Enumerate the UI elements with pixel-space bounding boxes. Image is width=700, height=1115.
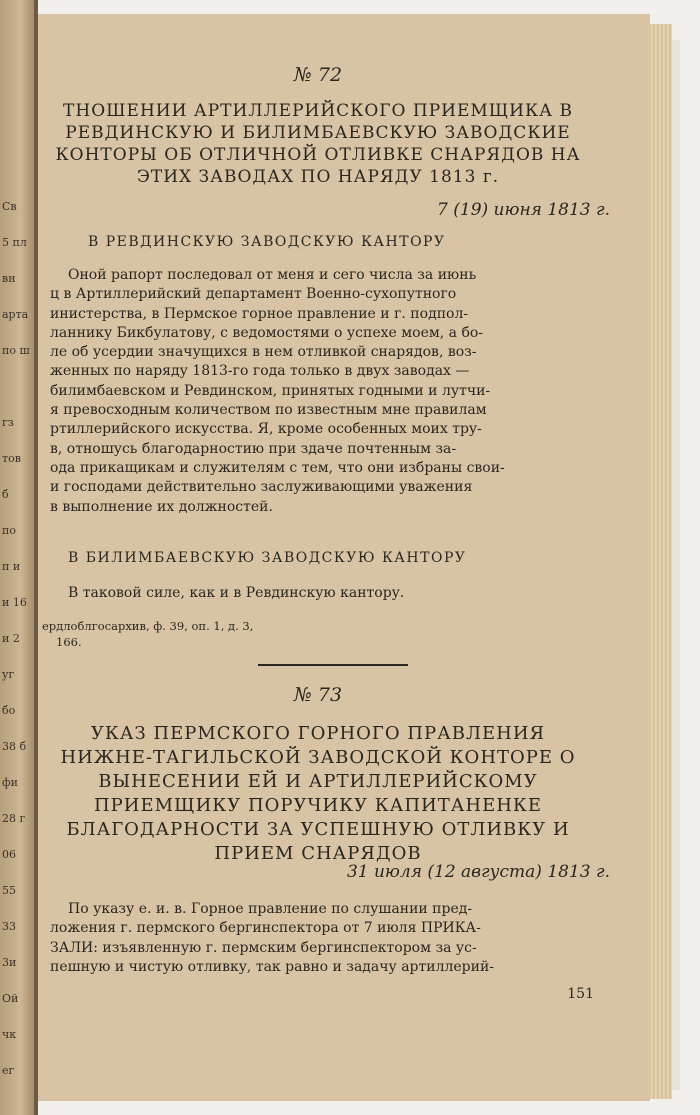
document-73-title [38, 722, 598, 866]
left-page-fragment: и 16 [2, 596, 27, 609]
body-line: ле об усердии значущихся в нем отливкой снарядов, воз- [50, 344, 477, 361]
body-line: инистерства, в Пермское горное правление и г. подпол- [50, 305, 469, 322]
document-72-body [50, 266, 570, 517]
left-page-fragment: по ш [2, 344, 30, 357]
body-line: Оной рапорт последовал от меня и сего числа за июнь [68, 267, 477, 283]
left-page-fragment: п и [2, 560, 21, 573]
document-72-date: 7 (19) июня 1813 г. [437, 200, 610, 220]
title-line: КОНТОРЫ ОБ ОТЛИЧНОЙ ОТЛИВКЕ СНАРЯДОВ НА [55, 145, 581, 165]
archive-source [42, 618, 442, 650]
body-line: ложения г. пермского бергинспектора от 7 июля ПРИКА- [50, 920, 481, 937]
title-line: ВЫНЕСЕНИИ ЕЙ И АРТИЛЛЕРИЙСКОМУ [98, 771, 538, 792]
left-page-fragment: уг [2, 668, 15, 681]
source-line: ердлоблгосархив, ф. 39, оп. 1, д. 3, [42, 619, 254, 633]
title-line: ПРИЕМЩИКУ ПОРУЧИКУ КАПИТАНЕНКЕ [93, 795, 543, 816]
left-page-fragment: Св [2, 200, 17, 213]
left-page-fragment: 38 б [2, 740, 27, 753]
body-line: билимбаевском и Ревдинском, принятых годными и лутчи- [50, 382, 491, 399]
document-73-body [50, 900, 570, 977]
left-page-fragment: 5 пл [2, 236, 27, 249]
document-72-address-1: В РЕВДИНСКУЮ ЗАВОДСКУЮ КАНТОРУ [88, 234, 446, 250]
left-page-fragment: бо [2, 704, 16, 717]
left-page-fragment: 06 [2, 848, 16, 861]
left-page-edge [0, 0, 34, 1115]
left-page-fragment: по [2, 524, 16, 537]
body-line: ртиллерийского искусства. Я, кроме особенных моих тру- [50, 421, 482, 438]
title-line: ПРИЕМ СНАРЯДОВ [214, 843, 422, 864]
body-line: в выполнение их должностей. [50, 498, 273, 515]
title-line: БЛАГОДАРНОСТИ ЗА УСПЕШНУЮ ОТЛИВКУ И [66, 819, 570, 840]
left-page-fragment: 55 [2, 884, 16, 897]
body-line: ц в Артиллерийский департамент Военно-сухопутного [50, 286, 457, 303]
left-page-fragment: вн [2, 272, 16, 285]
left-page-fragment: чк [2, 1028, 17, 1041]
document-73-number: № 73 [293, 684, 343, 706]
cover-edge [672, 40, 680, 1090]
left-page-fragment: Ой [2, 992, 19, 1005]
body-line: По указу е. и. в. Горное правление по слушании пред- [68, 901, 473, 917]
source-line: 166. [56, 635, 82, 649]
body-line: я превосходным количеством по известным мне правилам [50, 402, 487, 419]
body-line: пешную и чистую отливку, так равно и задачу артиллерий- [50, 958, 495, 975]
document-72-address-2-text [50, 584, 570, 603]
left-page-fragment: 33 [2, 920, 16, 933]
body-line: В таковой силе, как и в Ревдинскую кантору. [68, 585, 405, 601]
title-line: ЭТИХ ЗАВОДАХ ПО НАРЯДУ 1813 г. [136, 167, 500, 187]
left-page-fragment: и 2 [2, 632, 20, 645]
document-72-address-2: В БИЛИМБАЕВСКУЮ ЗАВОДСКУЮ КАНТОРУ [68, 550, 467, 566]
body-line: ода прикащикам и служителям с тем, что они избраны свои- [50, 459, 505, 476]
title-line: РЕВДИНСКУЮ И БИЛИМБАЕВСКУЮ ЗАВОДСКИЕ [65, 123, 571, 143]
left-page-fragment: тов [2, 452, 21, 465]
body-line: ЗАЛИ: изъявленную г. пермским бергинспектором за ус- [50, 939, 477, 956]
document-73-date: 31 июля (12 августа) 1813 г. [346, 862, 610, 882]
left-page-fragment: ег [2, 1064, 15, 1077]
book-page [38, 14, 650, 1101]
body-line: женных по наряду 1813-го года только в двух заводах — [50, 363, 470, 380]
left-page-fragment: 28 г [2, 812, 26, 825]
document-72-title [38, 100, 598, 188]
left-page-fragment: фи [2, 776, 18, 789]
title-line: УКАЗ ПЕРМСКОГО ГОРНОГО ПРАВЛЕНИЯ [90, 723, 546, 744]
body-line: и господами действительно заслуживающими уважения [50, 479, 473, 496]
left-page-fragment: арта [2, 308, 29, 321]
page-number: 151 [567, 986, 594, 1002]
body-line: ланнику Бикбулатову, с ведомостями о успехе моем, а бо- [50, 324, 484, 341]
section-divider [258, 664, 408, 666]
title-line: ТНОШЕНИИ АРТИЛЛЕРИЙСКОГО ПРИЕМЩИКА В [63, 101, 573, 121]
left-page-fragment: 3и [2, 956, 17, 969]
title-line: НИЖНЕ-ТАГИЛЬСКОЙ ЗАВОДСКОЙ КОНТОРЕ О [60, 747, 576, 768]
document-72-number: № 72 [293, 64, 343, 86]
left-page-fragment: гз [2, 416, 14, 429]
body-line: в, отношусь благодарностию при здаче почтенным за- [50, 440, 457, 457]
page-block-edge [650, 24, 672, 1099]
left-page-fragment: б [2, 488, 9, 501]
